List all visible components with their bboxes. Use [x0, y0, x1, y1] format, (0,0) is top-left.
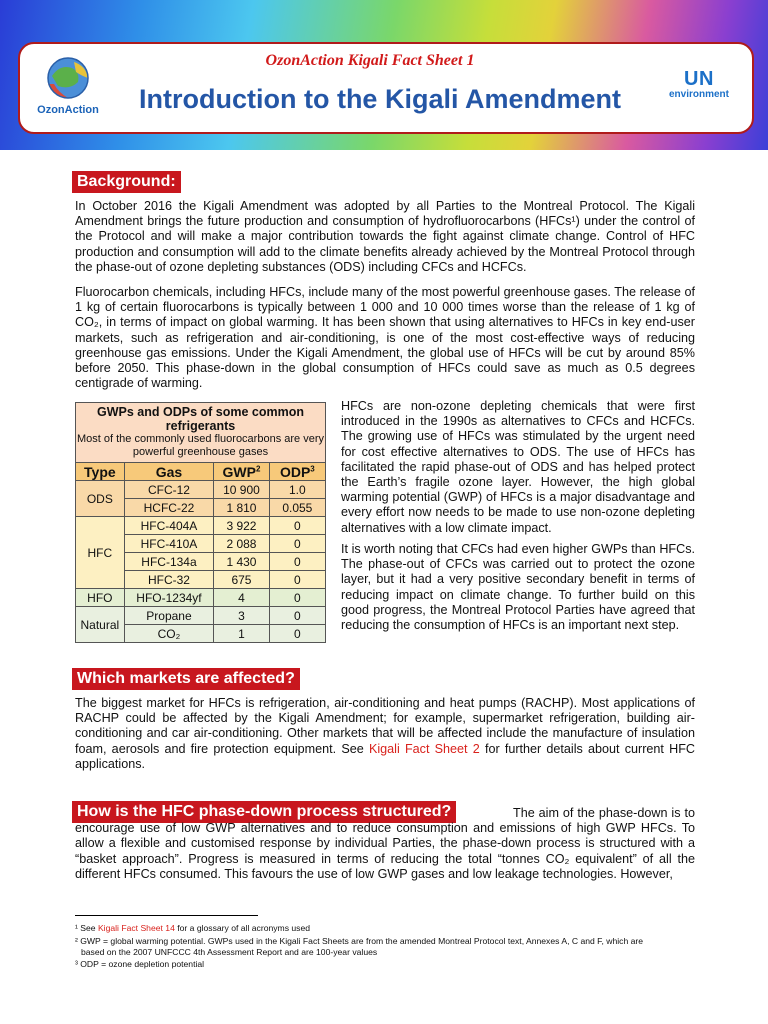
- table-subtitle: Most of the commonly used fluorocarbons are very powerful greenhouse gases: [76, 433, 324, 458]
- group-hfo: HFO: [76, 589, 125, 607]
- table-row: [76, 517, 326, 535]
- gwp-cell: 1: [214, 625, 269, 643]
- gwp-cell: 2 088: [214, 535, 269, 553]
- gas-cell: CO₂: [124, 625, 214, 643]
- gwp-cell: 1 430: [214, 553, 269, 571]
- table-title: GWPs and ODPs of some common refrigerants: [97, 405, 304, 433]
- background-paragraph-4: It is worth noting that CFCs had even higher GWPs than HFCs. The phase-out of CFCs was carried out to protect the ozone layer, but it had a very positive secondary benefit in terms of reducing impact on climate change. To further build on this good progress, the Montreal Protocol Parties have agreed that reducing the consumption of HFCs is an important next step.: [341, 542, 695, 633]
- un-logo-environment-text: environment: [668, 89, 729, 100]
- footnote-2: ² GWP = global warming potential. GWPs used in the Kigali Fact Sheets are from the amended Montreal Protocol text, Annexes A, C and F, which are: [75, 936, 644, 946]
- gwp-cell: 3: [214, 607, 269, 625]
- gwp-cell: 675: [214, 571, 269, 589]
- col-header-gas: Gas: [124, 463, 214, 481]
- phasedown-paragraph: The aim of the phase-down is to encourage use of low GWP alternatives and to reduce consumption and emissions of high GWP HFCs. To allow a flexible and customised response by individual Parties, the phase-down process is structured with a “basket approach”. Progress is measured in terms of reducing the total “tonnes CO₂ equivalent” of all the different HFCs consumed. This favours the use of low GWP gases and low leakage technologies. However,: [75, 806, 695, 881]
- table-row: [76, 607, 326, 625]
- footnote-3: ³ ODP = ozone depletion potential: [75, 959, 205, 969]
- gwp-cell: 3 922: [214, 517, 269, 535]
- table-caption: [76, 403, 326, 463]
- gwp-cell: 4: [214, 589, 269, 607]
- col-header-type: Type: [76, 463, 125, 481]
- table-row: [76, 481, 326, 499]
- table-row: [76, 589, 326, 607]
- gwp-cell: 10 900: [214, 481, 269, 499]
- background-paragraph-2: Fluorocarbon chemicals, including HFCs, include many of the most powerful greenhouse gases. The release of 1 kg of certain fluorocarbons is typically between 1 000 and 10 000 times worse than the release of 1 kg of CO₂, in terms of impact on global warming. It has been shown that using alternatives to HFCs in key end-user markets, such as refrigeration and air-conditioning, is one of the most cost-effective ways of reducing greenhouse gas emissions. Under the Kigali Amendment, the global use of HFCs will be cut by around 85% before 2050. This phase-down in the global consumption of HFCs could save as much as 0.5 degrees centigrade of warming.: [75, 285, 695, 391]
- footnote-divider: [75, 915, 258, 916]
- odp-cell: 0: [269, 571, 325, 589]
- odp-cell: 0: [269, 553, 325, 571]
- markets-paragraph: The biggest market for HFCs is refrigeration, air-conditioning and heat pumps (RACHP). Most applications of RACHP could be affected by the Kigali Amendment; for example, supermarket refrigeration, building air-conditioning and car air-conditioning. Other markets that will be affected include the manufacture of insulation foam, aerosols and fire protection equipment. See Kigali Fact Sheet 2 for further details about current HFC applications.: [75, 696, 695, 771]
- ozonaction-logo-label: OzonAction: [37, 104, 99, 116]
- fact-sheet-subtitle: OzonAction Kigali Fact Sheet 1: [265, 52, 475, 69]
- odp-cell: 0: [269, 517, 325, 535]
- gas-cell: HFC-32: [124, 571, 214, 589]
- un-environment-logo: [664, 68, 734, 100]
- background-paragraph-1: In October 2016 the Kigali Amendment was adopted by all Parties to the Montreal Protocol. The Kigali Amendment brings the future production and consumption of hydrofluorocarbons (HFCs¹) under the control of the Protocol and will make a major contribution towards the fight against climate change. Control of HFC production and consumption will add to the climate benefits already achieved by the Montreal Protocol through the phase-out of ozone depleting substances (ODS) including CFCs and HCFCs.: [75, 199, 695, 274]
- group-hfc: HFC: [76, 517, 125, 589]
- gas-cell: HFC-134a: [124, 553, 214, 571]
- odp-cell: 0: [269, 625, 325, 643]
- col-header-odp: ODP$^3$: [269, 463, 325, 481]
- table-header-row: [76, 463, 326, 481]
- fact-sheet-2-link[interactable]: Kigali Fact Sheet 2: [368, 741, 480, 756]
- odp-cell: 0.055: [269, 499, 325, 517]
- col-header-gwp: GWP$^2$: [214, 463, 269, 481]
- odp-cell: 0: [269, 607, 325, 625]
- page-title: Introduction to the Kigali Amendment: [139, 84, 621, 114]
- group-natural: Natural: [76, 607, 125, 643]
- un-logo-text: UN: [684, 68, 714, 90]
- gas-cell: HFO-1234yf: [124, 589, 214, 607]
- gas-cell: HFC-410A: [124, 535, 214, 553]
- phasedown-heading: How is the HFC phase-down process structured?: [72, 801, 456, 823]
- odp-cell: 1.0: [269, 481, 325, 499]
- background-heading: Background:: [72, 171, 181, 193]
- gas-cell: HFC-404A: [124, 517, 214, 535]
- gwp-odp-table: [75, 402, 326, 643]
- gwp-cell: 1 810: [214, 499, 269, 517]
- gas-cell: Propane: [124, 607, 214, 625]
- background-paragraph-3: HFCs are non-ozone depleting chemicals that were first introduced in the 1990s as alternatives to CFCs and HCFCs. The growing use of HFCs was stimulated by the urgent need for cost effective alternatives to ODS. The use of HFCs has facilitated the rapid phase-out of ODS and has helped protect the Earth’s fragile ozone layer. However, the high global warming potential (GWP) of HFCs is a major disadvantage and every effort now needs to be made to use non-ozone depleting alternatives with a low climate impact.: [341, 399, 695, 535]
- gas-cell: HCFC-22: [124, 499, 214, 517]
- footnote-2-continued: based on the 2007 UNFCCC 4th Assessment Report and are 100-year values: [81, 947, 378, 957]
- gas-cell: CFC-12: [124, 481, 214, 499]
- group-ods: ODS: [76, 481, 125, 517]
- odp-cell: 0: [269, 535, 325, 553]
- markets-heading: Which markets are affected?: [72, 668, 300, 690]
- odp-cell: 0: [269, 589, 325, 607]
- fact-sheet-14-link[interactable]: Kigali Fact Sheet 14: [97, 923, 175, 933]
- footnote-1: ¹ See Kigali Fact Sheet 14 for a glossary of all acronyms used: [75, 923, 311, 933]
